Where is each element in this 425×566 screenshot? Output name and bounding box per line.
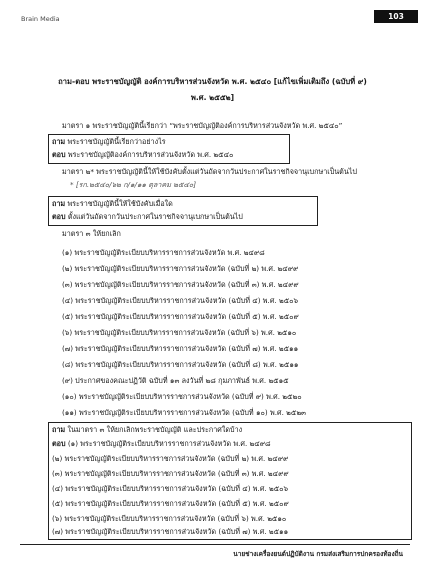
question-2: ถาม พระราชบัญญัตินี้ให้ใช้บังคับเมื่อใด xyxy=(52,199,173,208)
footer-divider xyxy=(20,544,410,545)
document-title-line1: ถาม-ตอบ พระราชบัญญัติ องค์การบริหารส่วนจังหวัด พ.ศ. ๒๕๔๐ [แก้ไขเพิ่มเติมถึง (ฉบับที่ ๙) xyxy=(58,77,367,86)
answer-item: (๕) พระราชบัญญัติระเบียบบริหารราชการส่วนจังหวัด (ฉบับที่ ๕) พ.ศ. ๒๕๐๙ xyxy=(52,499,289,508)
repeal-item: (๑๐) พระราชบัญญัติระเบียบบริหารราชการส่วนจังหวัด (ฉบับที่ ๙) พ.ศ. ๒๕๒๐ xyxy=(62,392,302,401)
document-title-line2: พ.ศ. ๒๕๕๒] xyxy=(190,93,235,102)
section-1-text: มาตรา ๑ พระราชบัญญัตินี้เรียกว่า “พระราชบัญญัติองค์การบริหารส่วนจังหวัด พ.ศ. ๒๕๔๐” xyxy=(62,121,343,130)
answer-item: (๖) พระราชบัญญัติระเบียบบริหารราชการส่วนจังหวัด (ฉบับที่ ๖) พ.ศ. ๒๕๑๐ xyxy=(52,514,287,523)
repeal-item: (๔) พระราชบัญญัติระเบียบบริหารราชการส่วนจังหวัด (ฉบับที่ ๔) พ.ศ. ๒๕๐๖ xyxy=(62,296,299,305)
answer-3: ตอบ (๑) พระราชบัญญัติระเบียบบริหารราชการส่วนจังหวัด พ.ศ. ๒๔๙๘ xyxy=(52,439,271,448)
answer-item: (๒) พระราชบัญญัติระเบียบบริหารราชการส่วนจังหวัด (ฉบับที่ ๒) พ.ศ. ๒๔๙๙ xyxy=(52,454,289,463)
repeal-item: (๒) พระราชบัญญัติระเบียบบริหารราชการส่วนจังหวัด (ฉบับที่ ๒) พ.ศ. ๒๔๙๙ xyxy=(62,264,299,273)
footer-text: นายช่างเครื่องยนต์ปฏิบัติงาน กรมส่งเสริมการปกครองท้องถิ่น xyxy=(233,550,403,558)
repeal-item: (๗) พระราชบัญญัติระเบียบบริหารราชการส่วนจังหวัด (ฉบับที่ ๗) พ.ศ. ๒๕๑๑ xyxy=(62,344,299,353)
brand-label: Brain Media xyxy=(21,15,60,23)
answer-item: (๔) พระราชบัญญัติระเบียบบริหารราชการส่วนจังหวัด (ฉบับที่ ๔) พ.ศ. ๒๕๐๖ xyxy=(52,484,289,493)
page-number: 103 xyxy=(374,10,418,23)
answer-item: (๗) พระราชบัญญัติระเบียบบริหารราชการส่วนจังหวัด (ฉบับที่ ๗) พ.ศ. ๒๕๑๑ xyxy=(52,527,289,536)
repeal-item: (๖) พระราชบัญญัติระเบียบบริหารราชการส่วนจังหวัด (ฉบับที่ ๖) พ.ศ. ๒๕๑๐ xyxy=(62,328,297,337)
question-1: ถาม พระราชบัญญัตินี้เรียกว่าอย่างไร xyxy=(52,137,166,146)
repeal-item: (๓) พระราชบัญญัติระเบียบบริหารราชการส่วนจังหวัด (ฉบับที่ ๓) พ.ศ. ๒๔๙๙ xyxy=(62,280,299,289)
question-3: ถาม ในมาตรา ๓ ให้ยกเลิกพระราชบัญญัติ และประกาศใดบ้าง xyxy=(52,425,243,434)
answer-1: ตอบ พระราชบัญญัติองค์การบริหารส่วนจังหวัด พ.ศ. ๒๕๔๐ xyxy=(52,150,234,159)
answer-2: ตอบ ตั้งแต่วันถัดจากวันประกาศในราชกิจจานุเบกษาเป็นต้นไป xyxy=(52,212,243,221)
answer-item: (๓) พระราชบัญญัติระเบียบบริหารราชการส่วนจังหวัด (ฉบับที่ ๓) พ.ศ. ๒๔๙๙ xyxy=(52,469,289,478)
repeal-item: (๑) พระราชบัญญัติระเบียบบริหารราชการส่วนจังหวัด พ.ศ. ๒๔๙๘ xyxy=(62,248,265,257)
section-2-text: มาตรา ๒* พระราชบัญญัตินี้ให้ใช้บังคับตั้งแต่วันถัดจากวันประกาศในราชกิจจานุเบกษาเป็นต้นไป xyxy=(62,167,357,176)
repeal-item: (๘) พระราชบัญญัติระเบียบบริหารราชการส่วนจังหวัด (ฉบับที่ ๘) พ.ศ. ๒๕๑๑ xyxy=(62,360,299,369)
section-2-footnote: * [รก.๒๕๔๐/๖๒ ก/๑/๑๑ ตุลาคม ๒๕๔๐] xyxy=(70,180,197,189)
repeal-item: (๕) พระราชบัญญัติระเบียบบริหารราชการส่วนจังหวัด (ฉบับที่ ๕) พ.ศ. ๒๕๐๙ xyxy=(62,312,299,321)
section-3-text: มาตรา ๓ ให้ยกเลิก xyxy=(62,229,121,238)
repeal-item: (๑๑) พระราชบัญญัติระเบียบบริหารราชการส่วนจังหวัด (ฉบับที่ ๑๐) พ.ศ. ๒๕๒๓ xyxy=(62,408,306,417)
repeal-item: (๙) ประกาศของคณะปฏิวัติ ฉบับที่ ๑๓ ลงวันที่ ๒๘ กุมภาพันธ์ พ.ศ. ๒๕๑๕ xyxy=(62,376,289,385)
